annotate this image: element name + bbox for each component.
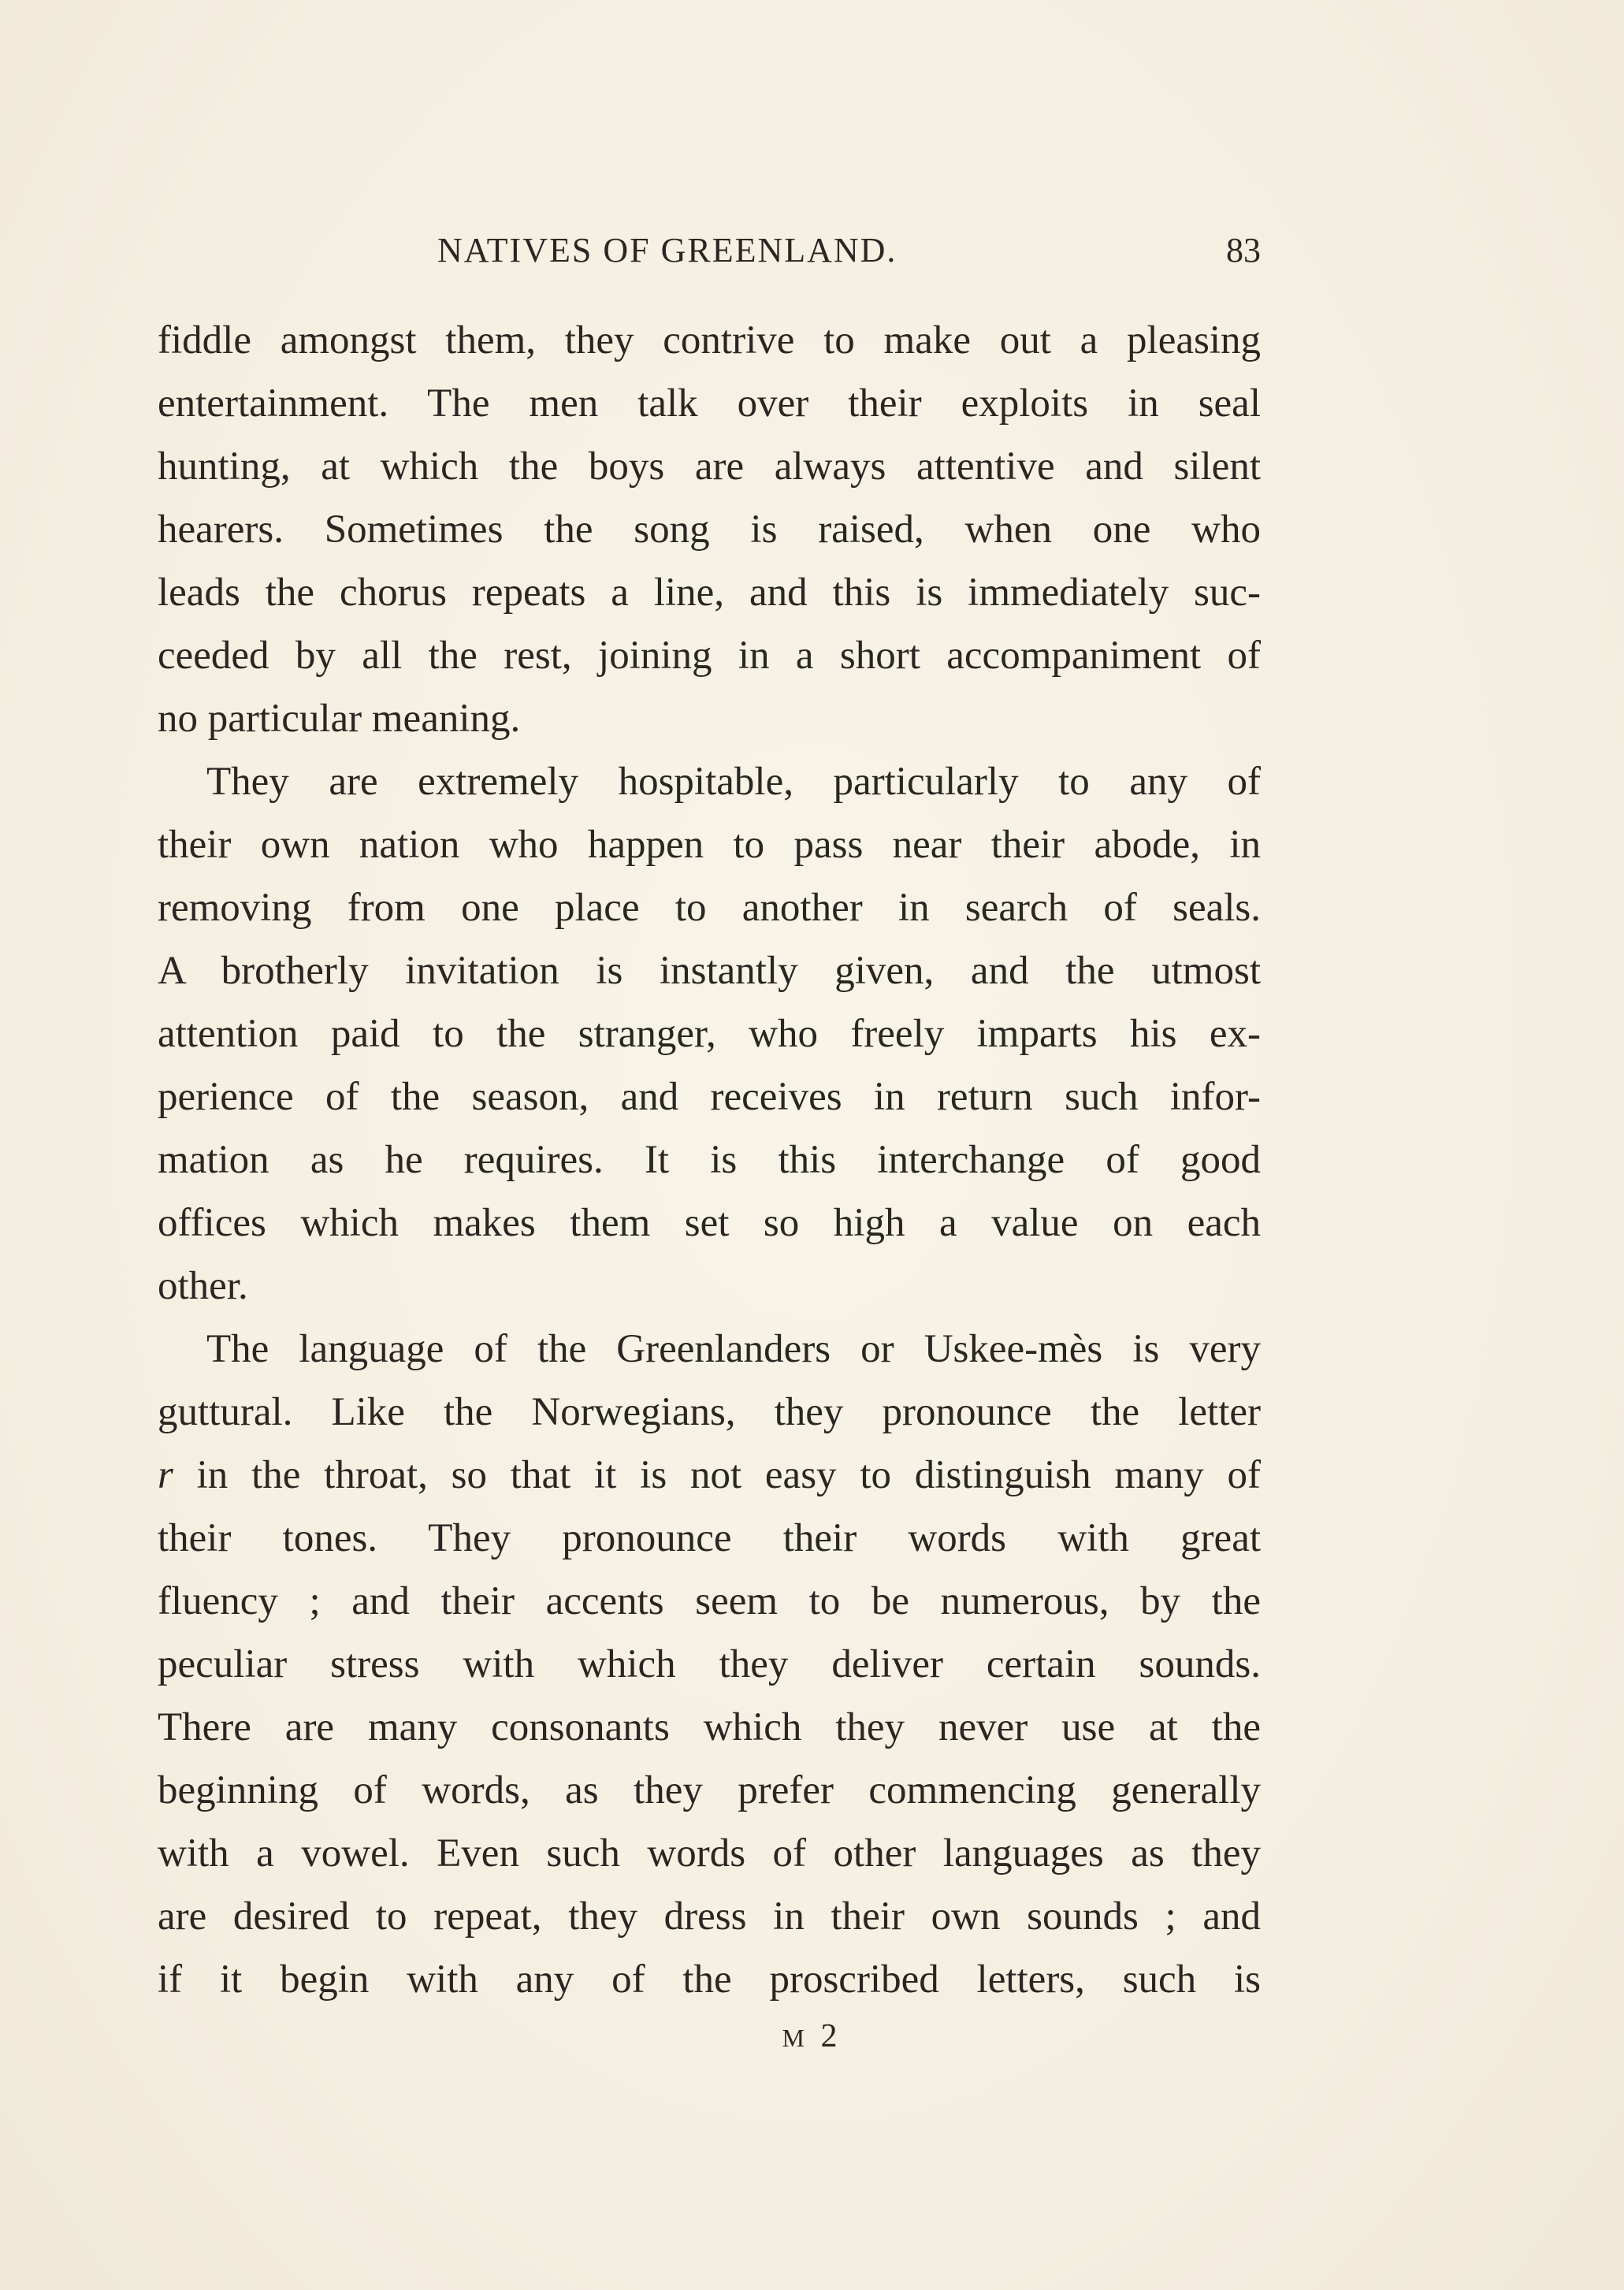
text-line: A brotherly invitation is instantly given, and the utmost [158,949,1261,993]
text-line: no particular meaning. [158,697,521,741]
text-line: r in the throat, so that it is not easy to distinguish many of [158,1453,1261,1497]
running-head [158,230,1261,277]
text-line: They are extremely hospitable, particularly to any of [206,760,1261,804]
text-line: other. [158,1264,248,1308]
text-line: their tones. They pronounce their words with great [158,1516,1261,1560]
page-number: 83 [1226,231,1261,270]
text-line: hunting, at which the boys are always attentive and silent [158,444,1261,489]
text-line: guttural. Like the Norwegians, they pronounce the letter [158,1390,1261,1434]
text-line: are desired to repeat, they dress in their own sounds ; and [158,1894,1261,1939]
text-line: their own nation who happen to pass near their abode, in [158,823,1261,867]
text-line: There are many consonants which they never use at the [158,1705,1261,1749]
text-line: offices which makes them set so high a value on each [158,1201,1261,1245]
text-line: peculiar stress with which they deliver certain sounds. [158,1642,1261,1686]
text-line: removing from one place to another in search of seals. [158,886,1261,930]
signature-letter: M [782,2024,808,2052]
text-line: The language of the Greenlanders or Uskee-mès is very [206,1327,1261,1371]
text-line: with a vowel. Even such words of other languages as they [158,1831,1261,1875]
text-line: ceeded by all the rest, joining in a short accompaniment of [158,634,1261,678]
text-line: attention paid to the stranger, who freely imparts his ex- [158,1012,1261,1056]
text-line: mation as he requires. It is this interchange of good [158,1138,1261,1182]
text-line: leads the chorus repeats a line, and this is immediately suc- [158,571,1261,615]
text-line: beginning of words, as they prefer commencing generally [158,1768,1261,1812]
text-line: fiddle amongst them, they contrive to make out a pleasing [158,318,1261,362]
text-line: entertainment. The men talk over their exploits in seal [158,381,1261,426]
italic-letter: r [158,1453,173,1497]
text-line: if it begin with any of the proscribed letters, such is [158,1957,1261,2002]
signature-mark [0,2017,1624,2055]
text-line: fluency ; and their accents seem to be numerous, by the [158,1579,1261,1623]
running-title: NATIVES OF GREENLAND. [437,231,897,270]
text-line: hearers. Sometimes the song is raised, when one who [158,507,1261,552]
signature-number: 2 [820,2018,842,2054]
text-line: perience of the season, and receives in return such infor- [158,1075,1261,1119]
body-text [158,309,1261,2011]
